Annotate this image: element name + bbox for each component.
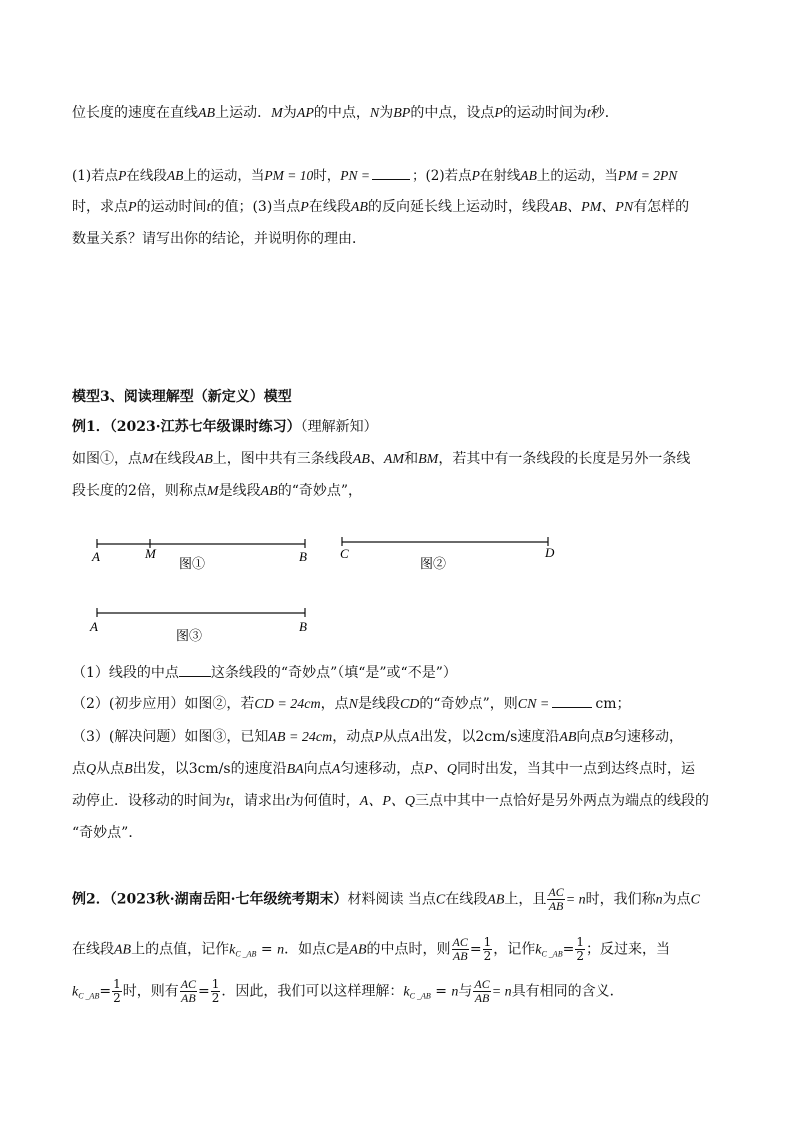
example-1-q3-line-4: “奇妙点”． bbox=[72, 825, 143, 841]
fig3-label-b: B bbox=[299, 619, 307, 634]
answer-blank-pn[interactable] bbox=[372, 166, 410, 180]
figure-2 bbox=[342, 537, 548, 546]
fig3-label-a: A bbox=[90, 619, 98, 634]
section-heading: 模型3、阅读理解型（新定义）模型 bbox=[72, 389, 292, 405]
fig2-label-d: D bbox=[545, 545, 555, 560]
fraction-ac-ab-4: $\frac{AC}{AB}$ bbox=[474, 977, 490, 1005]
example-2-line-2: 在线段AB上的点值，记作$k_{C \_AB} = n$．如点C是AB的中点时，则 $\frac{AC}{AB}$ = $\frac{1}{2}$ ，记作$k_{C \_AB}=$ $\frac{1}{2}$ ；反过来，当 bbox=[72, 935, 670, 963]
fig1-label-b: B bbox=[299, 549, 307, 564]
fig1-label-a: A bbox=[92, 549, 100, 564]
example-1-q1: （1）线段的中点 这条线段的“奇妙点”（填“是”或“不是”） bbox=[72, 665, 457, 681]
example-1-line-2: 段长度的2倍，则称点M是线段AB的“奇妙点”， bbox=[72, 483, 363, 499]
example-2-line-1: 例2．（2023秋·湖南岳阳·七年级统考期末）材料阅读 当点C在线段AB上，且 $\frac{AC}{AB}$ = n时，我们称n为点C bbox=[72, 885, 701, 913]
example-1-q3-line-2: 点Q从点B出发，以3cm/s的速度沿BA向点A匀速移动，点P、Q同时出发，当其中一点到达终点时，运 bbox=[72, 761, 695, 777]
fig2-label-c: C bbox=[340, 546, 349, 561]
fig3-caption: 图③ bbox=[176, 628, 203, 643]
question-line-3: 数量关系？请写出你的结论，并说明你的理由． bbox=[72, 231, 366, 247]
answer-blank-midpoint[interactable] bbox=[179, 663, 211, 677]
fraction-half: $\frac{1}{2}$ bbox=[483, 935, 492, 963]
question-line-1: (1)若点P在线段AB上的运动，当PM = 10时，PN = ；(2)若点P在射线AB上的运动，当PM = 2PN bbox=[72, 168, 678, 184]
example-1-line-1: 如图①，点M在线段AB上，图中共有三条线段AB、AM和BM，若其中有一条线段的长度是另外一条线 bbox=[72, 451, 691, 467]
figure-1 bbox=[97, 539, 305, 548]
fraction-half-3: $\frac{1}{2}$ bbox=[113, 977, 121, 1005]
figure-3 bbox=[97, 608, 305, 617]
fraction-ac-ab: $\frac{AC}{AB}$ bbox=[548, 885, 564, 913]
fraction-ac-ab-3: $\frac{AC}{AB}$ bbox=[180, 977, 197, 1005]
example-1-q3-line-1: （3）(解决问题）如图③，已知AB = 24cm，动点P从点A出发，以2cm/s速度沿AB向点B匀速移动， bbox=[72, 729, 683, 745]
example-1-header: 例1．（2023·江苏七年级课时练习）（理解新知） bbox=[72, 419, 378, 435]
fig1-label-m: M bbox=[145, 546, 156, 561]
paragraph-motion-intro: 位长度的速度在直线AB上运动．M为AP的中点，N为BP的中点，设点P的运动时间为t秒． bbox=[72, 105, 619, 121]
fig1-caption: 图① bbox=[179, 556, 206, 571]
question-line-2: 时，求点P的运动时间t的值；(3)当点P在线段AB的反向延长线上运动时，线段AB、PM、PN有怎样的 bbox=[72, 199, 690, 215]
fraction-half-2: $\frac{1}{2}$ bbox=[576, 935, 584, 963]
example-2-line-3: $k_{C \_AB}=$ $\frac{1}{2}$ 时，则有 $\frac{AC}{AB}$ = $\frac{1}{2}$ ．因此，我们可以这样理解：$k_{C \_AB} = n$与 $\frac{AC}{AB}$ = n具有相同的含义． bbox=[72, 977, 624, 1005]
fraction-ac-ab-2: $\frac{AC}{AB}$ bbox=[452, 935, 468, 963]
fraction-half-4: $\frac{1}{2}$ bbox=[211, 977, 220, 1005]
fig2-caption: 图② bbox=[420, 556, 447, 571]
figure-segments bbox=[0, 528, 794, 658]
example-1-q3-line-3: 动停止．设移动的时间为t，请求出t为何值时，A、P、Q三点中其中一点恰好是另外两点为端点的线段的 bbox=[72, 793, 709, 809]
example-1-q2: （2）(初步应用）如图②，若CD = 24cm，点N是线段CD的“奇妙点”，则CN = cm； bbox=[72, 696, 631, 712]
answer-blank-cn[interactable] bbox=[552, 694, 592, 708]
